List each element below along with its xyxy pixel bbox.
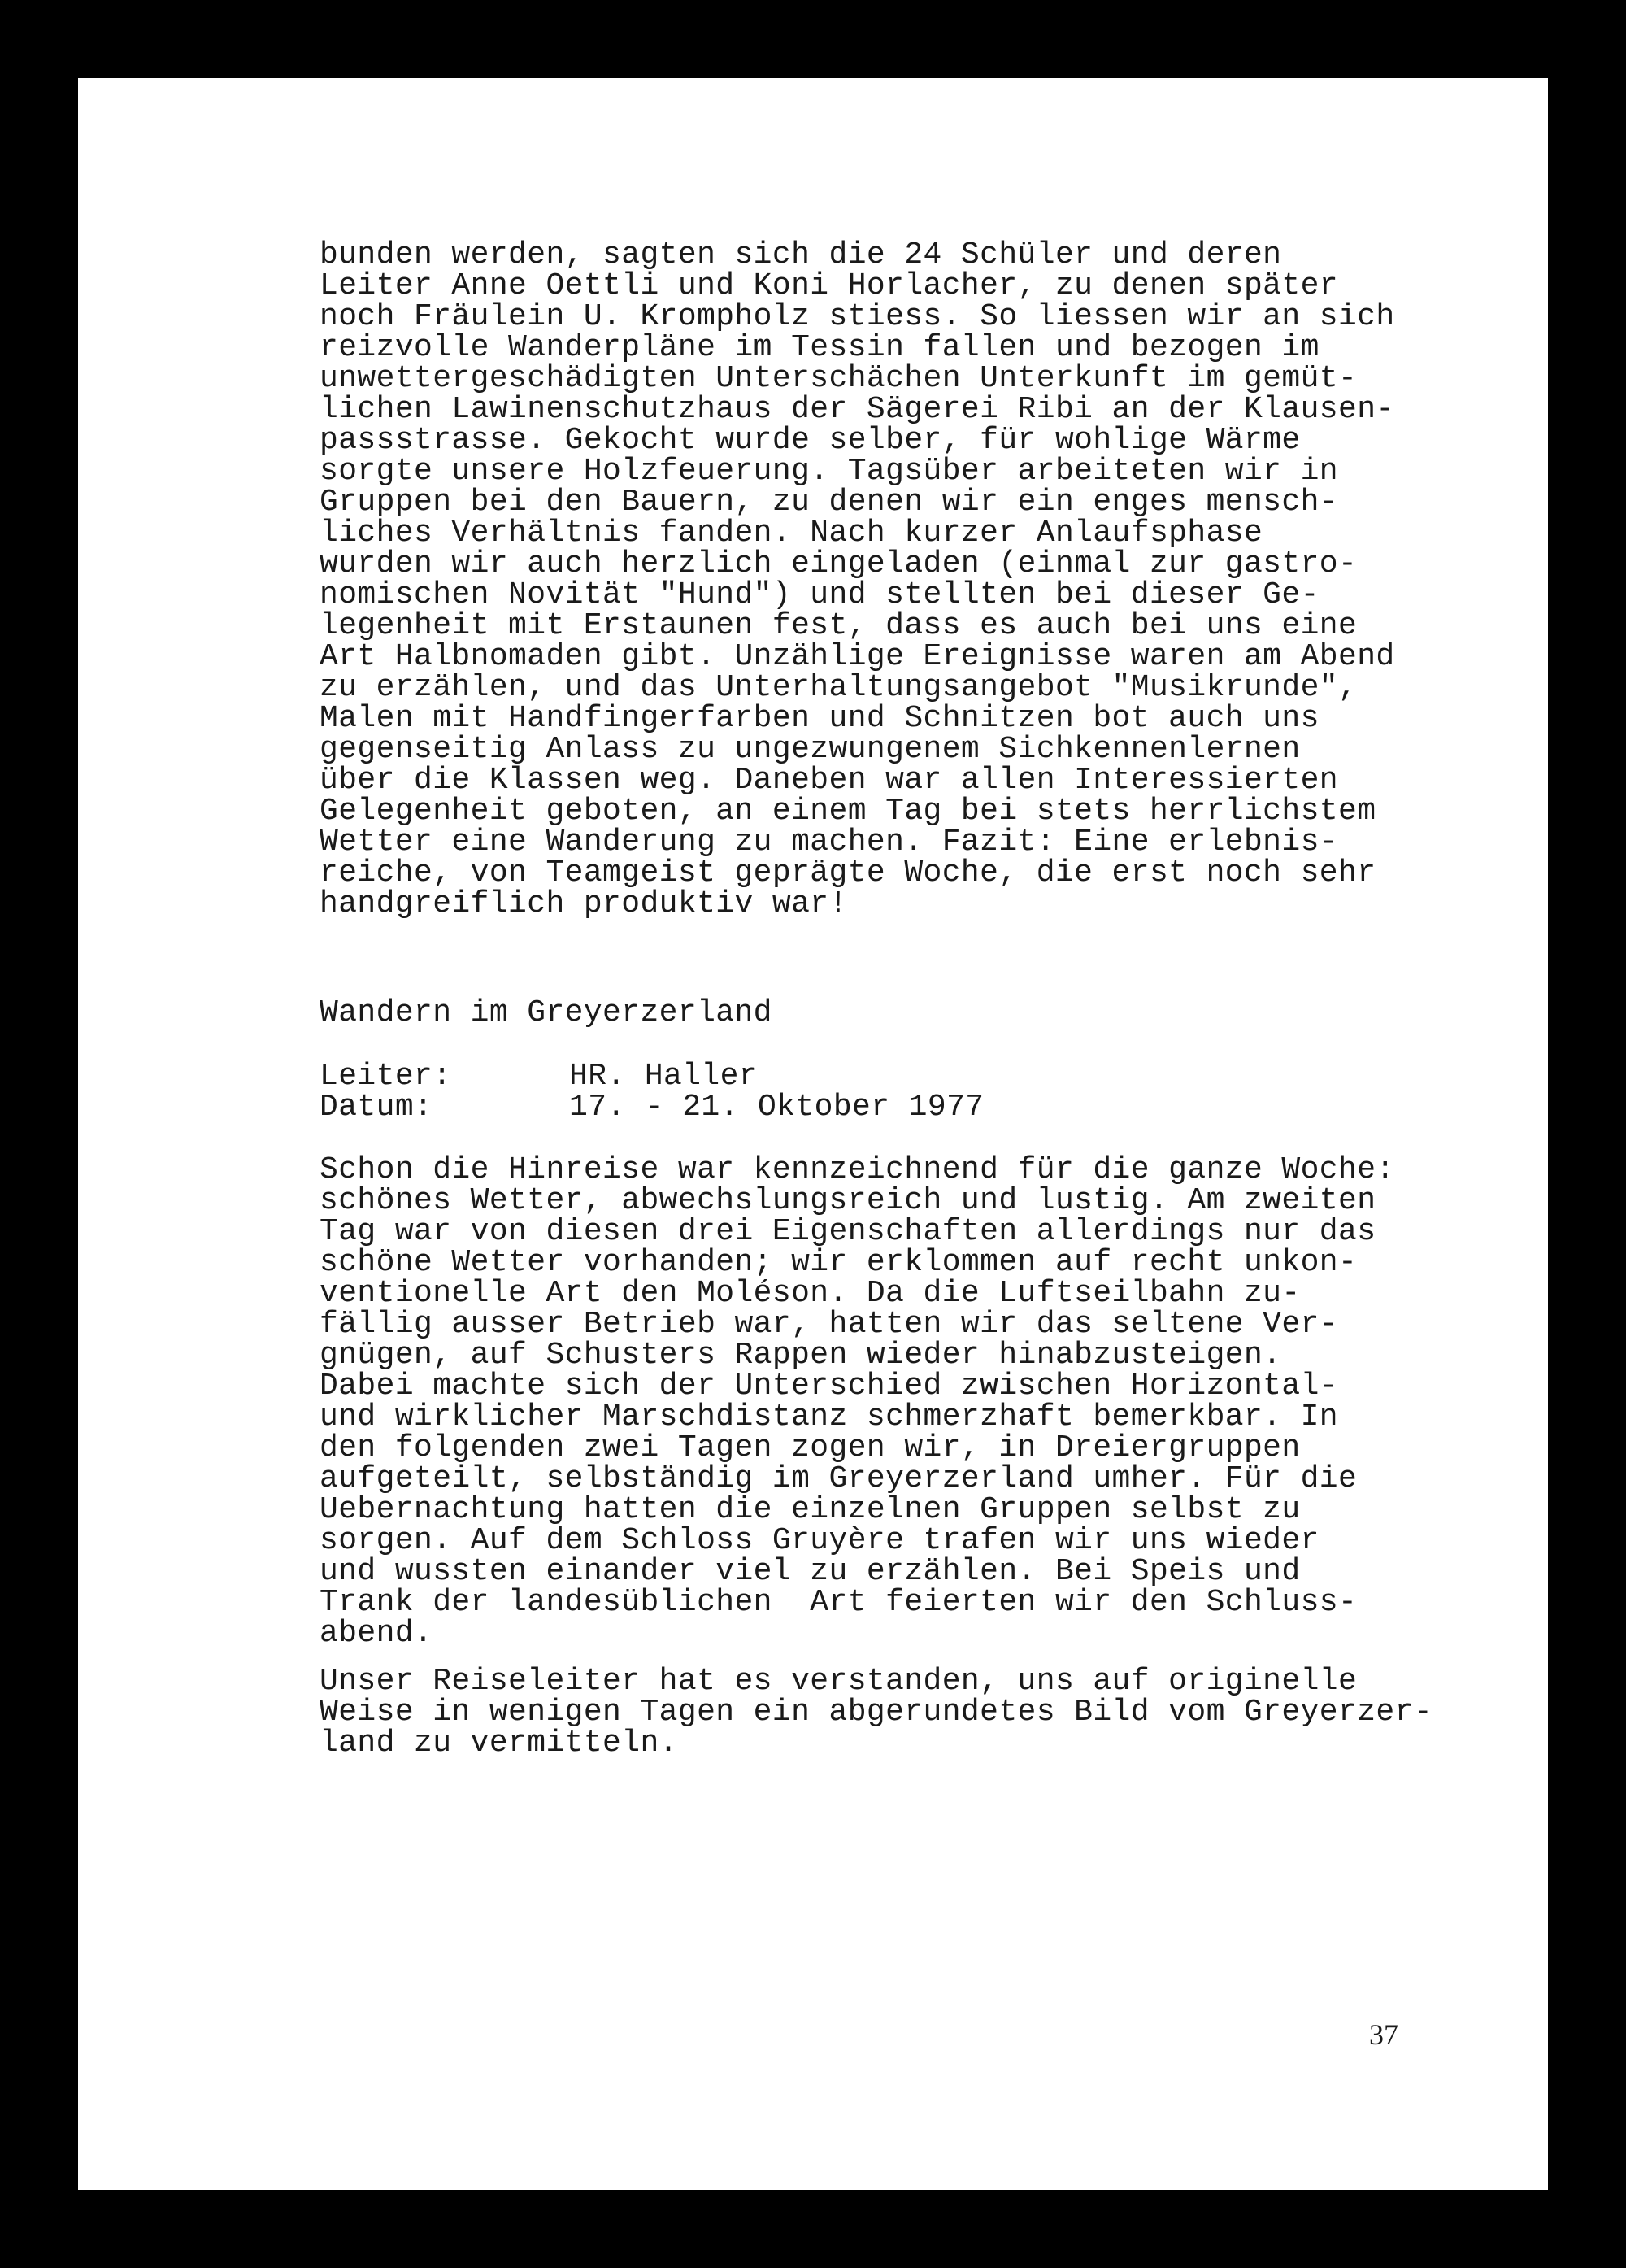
text-line: über die Klassen weg. Daneben war allen Interessierten (320, 763, 1338, 798)
text-line: zu erzählen, und das Unterhaltungsangebot "Musikrunde", (320, 670, 1358, 705)
text-line: unwettergeschädigten Unterschächen Unterkunft im gemüt- (320, 361, 1358, 396)
text-line: Wetter eine Wanderung zu machen. Fazit: Eine erlebnis- (320, 825, 1338, 860)
text-line: Gelegenheit geboten, an einem Tag bei stets herrlichstem (320, 794, 1376, 829)
text-line: und wirklicher Marschdistanz schmerzhaft bemerkbar. In (320, 1400, 1338, 1434)
text-line: gnügen, auf Schusters Rappen wieder hinabzusteigen. (320, 1338, 1282, 1373)
text-line: handgreiflich produktiv war! (320, 886, 848, 921)
text-line: reiche, von Teamgeist geprägte Woche, die erst noch sehr (320, 855, 1376, 890)
page-number: 37 (1369, 2018, 1398, 2051)
text-line: fällig ausser Betrieb war, hatten wir das seltene Ver- (320, 1307, 1338, 1342)
text-line: aufgeteilt, selbständig im Greyerzerland umher. Für die (320, 1461, 1358, 1496)
text-line: Malen mit Handfingerfarben und Schnitzen bot auch uns (320, 701, 1319, 736)
text-line: land zu vermitteln. (320, 1726, 678, 1761)
text-line: Dabei machte sich der Unterschied zwischen Horizontal- (320, 1369, 1338, 1404)
leiter-value: HR. Haller (569, 1059, 759, 1094)
text-line: Tag war von diesen drei Eigenschaften allerdings nur das (320, 1214, 1376, 1249)
text-line: lichen Lawinenschutzhaus der Sägerei Ribi an der Klausen- (320, 392, 1395, 427)
text-line: ventionelle Art den Moléson. Da die Luftseilbahn zu- (320, 1276, 1301, 1311)
text-line: sorgte unsere Holzfeuerung. Tagsüber arbeiteten wir in (320, 454, 1338, 489)
datum-value: 17. - 21. Oktober 1977 (569, 1090, 985, 1125)
text-line: liches Verhältnis fanden. Nach kurzer Anlaufsphase (320, 516, 1263, 551)
text-line: Art Halbnomaden gibt. Unzählige Ereignisse waren am Abend (320, 639, 1395, 674)
text-line: legenheit mit Erstaunen fest, dass es auch bei uns eine (320, 608, 1358, 643)
text-line: Unser Reiseleiter hat es verstanden, uns auf originelle (320, 1664, 1358, 1699)
text-line: Uebernachtung hatten die einzelnen Gruppen selbst zu (320, 1492, 1301, 1527)
text-line: reizvolle Wanderpläne im Tessin fallen und bezogen im (320, 330, 1319, 365)
text-line: schönes Wetter, abwechslungsreich und lustig. Am zweiten (320, 1183, 1376, 1218)
document-page (78, 78, 1548, 2190)
text-line: noch Fräulein U. Krompholz stiess. So liessen wir an sich (320, 299, 1395, 334)
text-line: gegenseitig Anlass zu ungezwungenem Sichkennenlernen (320, 732, 1301, 767)
text-line: Schon die Hinreise war kennzeichnend für die ganze Woche: (320, 1152, 1395, 1187)
text-line: passstrasse. Gekocht wurde selber, für wohlige Wärme (320, 423, 1301, 458)
text-line: nomischen Novität "Hund") und stellten bei dieser Ge- (320, 577, 1319, 612)
section-title: Wandern im Greyerzerland (320, 995, 772, 1030)
text-line: sorgen. Auf dem Schloss Gruyère trafen wir uns wieder (320, 1523, 1319, 1558)
text-line: Trank der landesüblichen Art feierten wir den Schluss- (320, 1585, 1358, 1620)
text-line: abend. (320, 1616, 433, 1651)
text-line: wurden wir auch herzlich eingeladen (einmal zur gastro- (320, 546, 1358, 581)
text-line: und wussten einander viel zu erzählen. Bei Speis und (320, 1554, 1301, 1589)
text-line: bunden werden, sagten sich die 24 Schüler und deren (320, 237, 1282, 272)
text-line: Leiter Anne Oettli und Koni Horlacher, zu denen später (320, 268, 1338, 303)
text-line: Weise in wenigen Tagen ein abgerundetes Bild vom Greyerzer- (320, 1695, 1433, 1730)
text-line: schöne Wetter vorhanden; wir erklommen auf recht unkon- (320, 1245, 1358, 1280)
text-line: den folgenden zwei Tagen zogen wir, in Dreiergruppen (320, 1430, 1301, 1465)
datum-label: Datum: (320, 1090, 433, 1125)
text-line: Gruppen bei den Bauern, zu denen wir ein enges mensch- (320, 485, 1338, 520)
leiter-label: Leiter: (320, 1059, 452, 1094)
